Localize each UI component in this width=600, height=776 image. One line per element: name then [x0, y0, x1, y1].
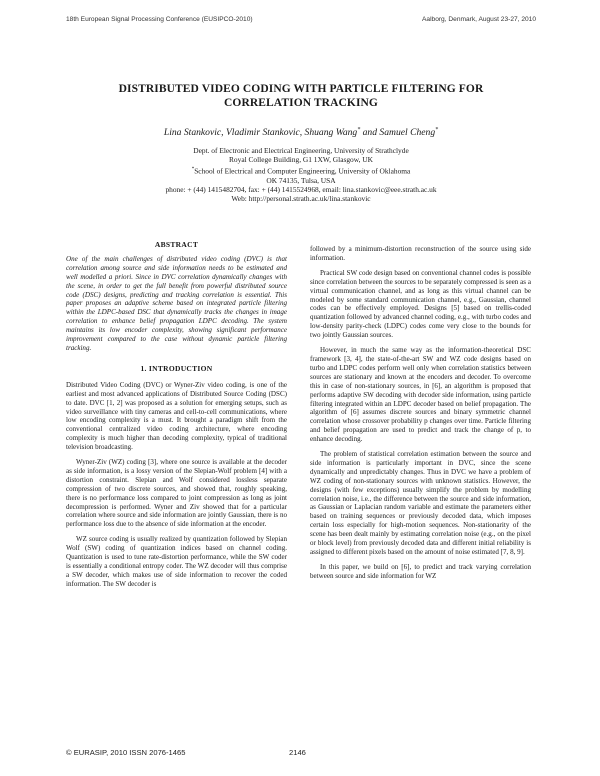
paper-title: DISTRIBUTED VIDEO CODING WITH PARTICLE FILTERING FOR CORRELATION TRACKING — [118, 83, 484, 109]
introduction-heading: 1. INTRODUCTION — [140, 363, 213, 373]
author-footnote-mark: * — [357, 127, 361, 133]
paragraph: WZ source coding is usually realized by quantization followed by Slepian Wolf (SW) coding of quantization indices based on channel coding. Quantization is used to tune rate-distortion performance, while the SW coder is essentially a conditional entropy coder. The WZ decoder will thus comprise a SW decoder, which makes use of side information to recover the coded information. The SW decoder is — [66, 535, 287, 588]
affiliation-block — [66, 146, 536, 203]
affiliation-footnote-mark: * — [191, 166, 195, 172]
author-last: and Samuel Cheng — [360, 127, 436, 139]
page-footer — [66, 748, 386, 760]
affiliation-line: Royal College Building, G1 1XW, Glasgow, UK — [229, 155, 373, 165]
conference-location-date: Aalborg, Denmark, August 23-27, 2010 — [422, 16, 536, 23]
running-header — [66, 16, 536, 26]
affiliation-line: *School of Electrical and Computer Engineering, University of Oklahoma — [191, 166, 411, 176]
paragraph: Wyner-Ziv (WZ) coding [3], where one source is available at the decoder as side information, is a lossy version of the Slepian-Wolf problem [4] with a distortion constraint. Slepian and Wolf considered lossless separate compression of two discrete sources, and showed that, roughly speaking, there is no performance loss compared to joint compression as long as joint decompression is performed. Wyner and Ziv showed that for a particular correlation where source and side information are jointly Gaussian, there is no performance loss due to the absence of side information at the encoder. — [66, 458, 287, 529]
paragraph: However, in much the same way as the information-theoretical DSC framework [3, 4], the state-of-the-art SW and WZ code designs based on turbo and LDPC codes perform well only when correlation statistics between sources are stationary and known at the encoders and decoder. To overcome this in case of non-stationary sources, in [6], an algorithm is proposed that performs adaptive SW decoding with decoder side information, using particle filtering integrated within an LDPC decoder based on belief propagation. The algorithm of [6] assumes discrete sources and binary symmetric channel correlation whose crossover probability p changes over time. Particle filtering and belief propagation are used to predict and track the change of p, to enhance decoding. — [310, 346, 531, 444]
author-footnote-mark: * — [435, 127, 439, 133]
abstract-heading: ABSTRACT — [154, 240, 199, 249]
conference-name: 18th European Signal Processing Conference (EUSIPCO-2010) — [66, 16, 253, 23]
paragraph: The problem of statistical correlation estimation between the source and side information is particularly important in DVC, since the scene dynamically and unpredictably changes. Thus in DVC we have a problem of WZ coding of non-stationary sources with unknown statistics. However, the designs (with few exceptions) usually simplify the problem by modelling correlation noise, i.e., the difference between the source and side information, as Gaussian or Laplacian random variable and estimate the parameters either based on training sequences or previously decoded data, which imposes certain loss especially for high-motion sequences. Non-stationarity of the scene has been dealt mainly by estimating correlation noise (e.g., on the pixel or block level) from previously decoded data and different initial reliability is assigned to different pixels based on the amount of noise estimated [7, 8, 9]. — [310, 450, 531, 556]
author-names: Lina Stankovic, Vladimir Stankovic, Shuang Wang — [163, 127, 358, 139]
left-column — [66, 241, 287, 589]
right-column — [310, 245, 531, 581]
page-number: 2146 — [289, 748, 306, 757]
abstract-text: One of the main challenges of distributed video coding (DVC) is that correlation among source and side information needs to be estimated and well modelled a priori. Since in DVC correlation dynamically changes with the scene, in order to get the full benefit from powerful distributed source code (DSC) designs, predicting and tracking correlation is essential. This paper proposes an adaptive scheme based on integrated particle filtering within the LDPC-based DSC that dynamically tracks the changes in image correlation to enhance belief propagation LDPC decoding. The system maintains its low encoder complexity, showing significant performance improvement compared to the case without dynamic particle filtering tracking. — [66, 254, 287, 352]
copyright-issn: © EURASIP, 2010 ISSN 2076-1465 — [66, 748, 186, 757]
paragraph: followed by a minimum-distortion reconstruction of the source using side information. — [310, 245, 531, 262]
affiliation-line: Dept. of Electronic and Electrical Engineering, University of Strathclyde — [193, 146, 409, 156]
paragraph: Distributed Video Coding (DVC) or Wyner-Ziv video coding, is one of the earliest and most advanced applications of Distributed Source Coding (DSC) to date. DVC [1, 2] was proposed as a solution for emerging setups, such as video surveillance with tiny cameras and cell-to-cell communications, where low encoding complexity is a must. It brought a paradigm shift from the conventional centralized video coding architecture, where encoding complexity is much higher than decoding complexity, typical of traditional television broadcasting. — [66, 380, 287, 452]
paragraph: Practical SW code design based on conventional channel codes is possible since correlation between the sources to be separately compressed is seen as a virtual communication channel, and as long as this virtual channel can be modeled by some standard communication channel, e.g., Gaussian, channel codes can be effectively employed. Designs [5] based on trellis-coded quantization followed by advanced channel coding, e.g., with turbo codes and low-density parity-check (LDPC) codes come very close to the bounds for two jointly Gaussian sources. — [310, 268, 531, 340]
paragraph: In this paper, we build on [6], to predict and track varying correlation between source and side information for WZ — [310, 562, 531, 580]
title-block — [66, 82, 536, 203]
web-line: Web: http://personal.strath.ac.uk/lina.stankovic — [231, 194, 371, 204]
affiliation-line: OK 74135, Tulsa, USA — [266, 175, 336, 185]
author-list — [66, 124, 536, 139]
contact-line: phone: + (44) 1415482704, fax: + (44) 1415524968, email: lina.stankovic@eee.strath.ac.uk — [165, 184, 437, 194]
